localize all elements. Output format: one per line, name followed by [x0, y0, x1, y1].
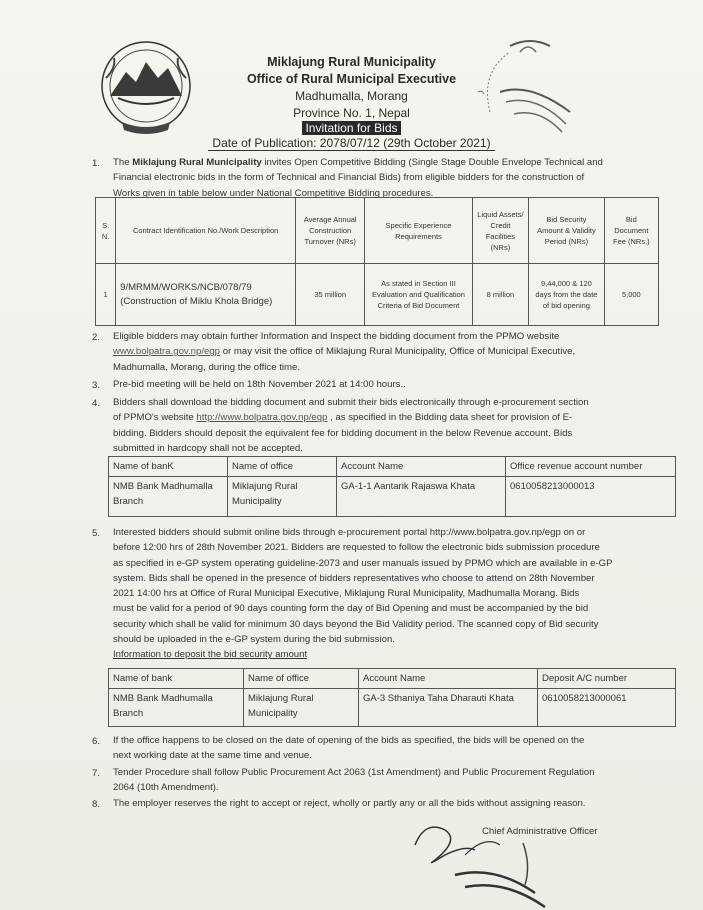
item-4-number: 4.: [92, 398, 101, 409]
notice-title: [0, 121, 703, 135]
rev-col-office: Name of office: [228, 457, 337, 477]
rev-col-account-name: Account Name: [337, 457, 506, 477]
item-4-line-4: submitted in hardcopy shall not be accepted.: [113, 442, 303, 454]
col-liquid: Liquid Assets/ Credit Facilities (NRs): [472, 198, 528, 264]
sec-col-account-number: Deposit A/C number: [538, 669, 676, 689]
item-3-number: 3.: [92, 380, 101, 391]
ppmo-link[interactable]: www.bolpatra.gov.np/egp: [113, 346, 221, 358]
item-5-line-7: security which shall be valid for minimum 30 days beyond the Bid Validity period. The scanned copy of Bid security: [113, 618, 599, 630]
rev-col-bank: Name of banK: [109, 457, 228, 477]
work-description: (Construction of Miklu Khola Bridge): [120, 295, 273, 307]
address: Madhumalla, Morang: [295, 89, 408, 103]
col-experience: Specific Experience Requirements: [365, 198, 472, 264]
works-table: [95, 197, 659, 326]
col-security: Bid Security Amount & Validity Period (NRs): [529, 198, 605, 264]
item-1-line-1: [113, 155, 643, 170]
sec-cell-account-name: GA-3 Sthaniya Taha Dharauti Khata: [359, 689, 538, 727]
item-5-text: [113, 525, 653, 663]
item-4-line-2: [113, 410, 648, 425]
contract-id: 9/MRMM/WORKS/NCB/078/79: [120, 281, 252, 293]
item-8-text: The employer reserves the right to accept or reject, wholly or partly any or all the bids without assigning reason.: [113, 798, 586, 809]
item-1-line-3: Works given in table below under National Competitive Bidding procedures.: [113, 187, 434, 199]
item-4-line-3: bidding. Bidders should deposit the equivalent fee for bidding document in the below Revenue account. Bids: [113, 427, 573, 439]
publication-date: [0, 136, 703, 150]
item-4-pre: of PPMO's website: [113, 412, 197, 424]
rev-cell-bank: NMB Bank Madhumalla Branch: [109, 477, 228, 517]
province: Province No. 1, Nepal: [293, 106, 410, 120]
item-6-line-2: next working date at the same time and venue.: [113, 750, 312, 762]
sec-cell-office: Miklajung Rural Municipality: [244, 689, 359, 727]
rev-col-account-number: Office revenue account number: [506, 457, 676, 477]
item-2-line-2: [113, 344, 648, 359]
works-table-row: [96, 264, 659, 326]
item-5-number: 5.: [92, 528, 101, 539]
item-4-line-1: Bidders shall download the bidding document and submit their bids electronically through e-procurement section: [113, 397, 589, 408]
cell-turnover: 35 million: [296, 264, 365, 326]
item-1-number: 1.: [92, 158, 101, 169]
rev-cell-office: Miklajung Rural Municipality: [228, 477, 337, 517]
item-6-text: [113, 733, 653, 764]
item-4-post: , as specified in the Bidding data sheet for provision of E-: [327, 412, 573, 424]
cell-fee: 5,000: [604, 264, 658, 326]
item-4-text: [113, 395, 648, 456]
rev-cell-account-number: 0610058213000013: [506, 477, 676, 517]
security-table-row: [109, 689, 676, 727]
item-1-pre: The: [113, 157, 133, 168]
item-2-line-3: Madhumalla, Morang, during the office time.: [113, 361, 300, 373]
notice-title-text: Invitation for Bids: [302, 121, 400, 135]
revenue-table-row: [109, 477, 676, 517]
item-5-line-5: 2021 14:00 hrs at Office of Rural Municipal Executive, Miklajung Rural Municipality, Madhumalla Morang. Bids: [113, 588, 580, 600]
sec-col-office: Name of office: [244, 669, 359, 689]
item-3-text: Pre-bid meeting will be held on 18th November 2021 at 14:00 hours..: [113, 379, 406, 390]
item-2-number: 2.: [92, 332, 101, 343]
item-1-post: invites Open Competitive Bidding (Single Stage Double Envelope Technical and: [261, 157, 603, 168]
sec-cell-bank: NMB Bank Madhumalla Branch: [109, 689, 244, 727]
bid-security-subheading: Information to deposit the bid security amount: [113, 649, 308, 661]
publication-date-text: Date of Publication: 2078/07/12 (29th October 2021): [208, 136, 494, 151]
signatory-title: Chief Administrative Officer: [482, 826, 598, 837]
municipality-name: Miklajung Rural Municipality: [267, 55, 436, 69]
item-7-number: 7.: [92, 768, 101, 779]
item-7-text: [113, 765, 653, 796]
cell-sn: 1: [96, 264, 116, 326]
item-1-text: [113, 155, 643, 201]
rev-cell-account-name: GA-1-1 Aantarik Rajaswa Khata: [337, 477, 506, 517]
col-sn: S. N.: [96, 198, 116, 264]
cell-liquid: 8 million: [472, 264, 528, 326]
sec-cell-account-number: 0610058213000061: [538, 689, 676, 727]
bid-security-table: [108, 668, 676, 727]
cell-security: 9,44,000 & 120 days from the date of bid opening: [529, 264, 605, 326]
item-2-line-2-text: or may visit the office of Miklajung Rural Municipality, Office of Municipal Executive,: [220, 346, 576, 358]
sec-col-account-name: Account Name: [359, 669, 538, 689]
item-5-line-4: system. Bids shall be opened in the presence of bidders representatives who choose to attend on 28th November: [113, 572, 595, 584]
item-5-line-1: Interested bidders should submit online bids through e-procurement portal http://www.bolpatra.gov.np/egp on or: [113, 527, 586, 538]
item-6-number: 6.: [92, 736, 101, 747]
col-fee: Bid Document Fee (NRs.): [604, 198, 658, 264]
cell-experience: As stated in Section III Evaluation and Qualification Criteria of Bid Document: [365, 264, 472, 326]
item-5-line-3: as specified in e-GP system operating guideline-2073 and user manuals issued by PPMO which are available in e-GP: [113, 557, 613, 569]
security-table-header-row: [109, 669, 676, 689]
office-name: Office of Rural Municipal Executive: [246, 72, 457, 86]
cell-description: [116, 264, 296, 326]
col-description: Contract Identification No./Work Description: [116, 198, 296, 264]
item-1-line-2: Financial electronic bids in the form of Technical and Financial Bids) from eligible bidders for the construction of: [113, 172, 585, 184]
item-7-line-1: Tender Procedure shall follow Public Procurement Act 2063 (1st Amendment) and Public Procurement Regulation: [113, 767, 595, 778]
revenue-account-table: [108, 456, 676, 517]
ppmo-egp-link[interactable]: http://www.bolpatra.gov.np/egp: [196, 412, 328, 424]
item-2-line-1: Eligible bidders may obtain further Information and Inspect the bidding document from the PPMO website: [113, 331, 560, 342]
item-8-number: 8.: [92, 799, 101, 810]
revenue-table-header-row: [109, 457, 676, 477]
sec-col-bank: Name of bank: [109, 669, 244, 689]
item-5-line-2: before 12:00 hrs of 28th November 2021. Bidders are requested to follow the electronic bids submission procedure: [113, 542, 600, 554]
item-5-line-8: should be uploaded in the e-GP system during the bid submission.: [113, 634, 395, 646]
item-7-line-2: 2064 (10th Amendment).: [113, 782, 219, 794]
item-5-line-6: must be valid for a period of 90 days counting form the day of Bid Opening and must be accompanied by the bid: [113, 603, 589, 615]
item-2-text: [113, 329, 648, 375]
item-1-bold: Miklajung Rural Municipality: [132, 157, 262, 168]
col-turnover: Average Annual Construction Turnover (NRs): [296, 198, 365, 264]
item-6-line-1: If the office happens to be closed on the date of opening of the bids as specified, the bids will be opened on the: [113, 735, 585, 746]
works-table-header-row: [96, 198, 659, 264]
